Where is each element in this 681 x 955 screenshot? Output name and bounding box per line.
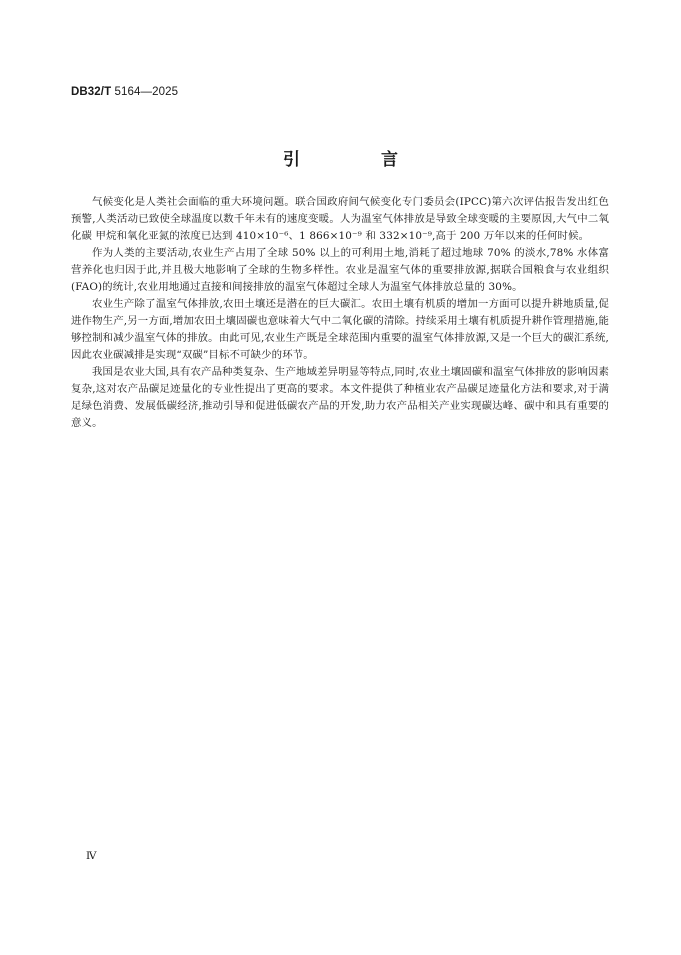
page-title: 引 言 bbox=[283, 150, 430, 170]
paragraph-1: 气候变化是人类社会面临的重大环境问题。联合国政府间气候变化专门委员会(IPCC)第六次评估报告发出红色预警,人类活动已致使全球温度以数千年未有的速度变暖。人为温室气体排放是导致全球变暖的主要原因,大气中二氧化碳 甲烷和氧化亚氮的浓度已达到 410×10⁻⁶、1 866×10⁻⁹ 和 332×10⁻⁹,高于 200 万年以来的任何时候。 bbox=[71, 196, 609, 242]
paragraph-3: 农业生产除了温室气体排放,农田土壤还是潜在的巨大碳汇。农田土壤有机质的增加一方面可以提升耕地质量,促进作物生产,另一方面,增加农田土壤固碳也意味着大气中二氧化碳的清除。持续采用土壤有机质提升耕作管理措施,能够控制和减少温室气体的排放。由此可见,农业生产既是全球范围内重要的温室气体排放源,又是一个巨大的碳汇系统,因此农业碳减排是实现“双碳”目标不可缺少的环节。 bbox=[71, 298, 609, 361]
standard-prefix: DB32/T bbox=[71, 86, 112, 98]
standard-number: 5164—2025 bbox=[114, 86, 179, 98]
page-number: Ⅳ bbox=[86, 850, 97, 862]
introduction-body bbox=[71, 194, 609, 432]
paragraph-2: 作为人类的主要活动,农业生产占用了全球 50% 以上的可利用土地,消耗了超过地球 70% 的淡水,78% 水体富营养化也归因于此,并且极大地影响了全球的生物多样性。农业是温室气体的重要排放源,据联合国粮食与农业组织(FAO)的统计,农业用地通过直接和间接排放的温室气体超过全球人为温室气体排放总量的 30%。 bbox=[71, 247, 609, 293]
standard-code bbox=[71, 86, 178, 98]
paragraph-4: 我国是农业大国,具有农产品种类复杂、生产地域差异明显等特点,同时,农业土壤固碳和温室气体排放的影响因素复杂,这对农产品碳足迹量化的专业性提出了更高的要求。本文件提供了种植业农产品碳足迹量化方法和要求,对于满足绿色消费、发展低碳经济,推动引导和促进低碳农产品的开发,助力农产品相关产业实现碳达峰、碳中和具有重要的意义。 bbox=[71, 366, 609, 429]
